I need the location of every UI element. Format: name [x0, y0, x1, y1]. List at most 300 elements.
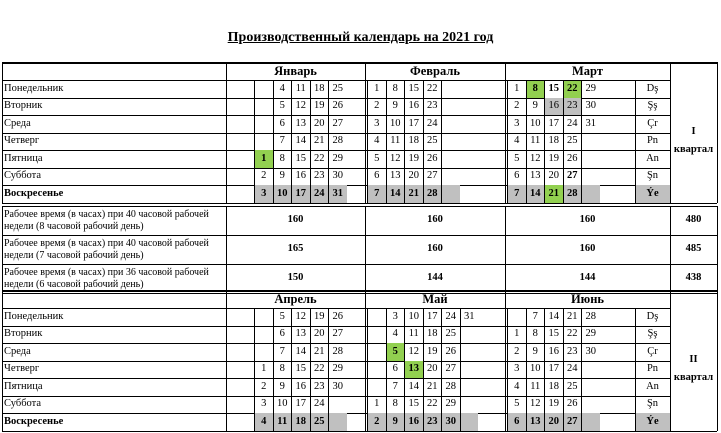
- day-cell: 4: [367, 133, 386, 151]
- grid-line: [635, 80, 636, 203]
- day-cell: 20: [544, 413, 563, 431]
- day-cell: 19: [310, 308, 329, 326]
- day-cell: 9: [526, 343, 545, 361]
- day-cell: 27: [328, 326, 347, 344]
- day-cell: [254, 98, 273, 116]
- weekday-abbr: Şş: [647, 100, 658, 111]
- day-cell: 11: [291, 80, 310, 98]
- grid-line: [505, 206, 506, 293]
- day-cell: 28: [441, 378, 460, 396]
- day-cell: 7: [367, 185, 386, 203]
- day-cell: 3: [254, 185, 273, 203]
- weekday-abbr: An: [646, 380, 659, 392]
- day-cell: 5: [507, 396, 526, 414]
- grid-line: [226, 206, 227, 293]
- day-cell: 13: [291, 115, 310, 133]
- day-cell: [367, 378, 386, 396]
- day-cell: 16: [291, 378, 310, 396]
- day-cell: 15: [404, 396, 423, 414]
- day-cell: 7: [273, 133, 292, 151]
- day-cell: 12: [404, 343, 423, 361]
- day-cell: 5: [273, 308, 292, 326]
- day-cell: 14: [544, 308, 563, 326]
- day-cell: 14: [291, 343, 310, 361]
- month-name: Июнь: [570, 291, 605, 306]
- day-cell: 28: [563, 185, 582, 203]
- quarter-number: II: [689, 353, 698, 365]
- day-cell: 22: [563, 326, 582, 344]
- quarter-number: I: [691, 125, 696, 137]
- day-cell: 12: [291, 98, 310, 116]
- day-cell: 29: [441, 396, 460, 414]
- day-cell: 10: [404, 308, 423, 326]
- day-cell: 31: [328, 185, 347, 203]
- grid-line: [2, 80, 670, 81]
- weekday-abbr: Ýe: [635, 185, 670, 203]
- day-cell: 17: [291, 185, 310, 203]
- day-cell: 8: [386, 396, 405, 414]
- day-cell: 2: [254, 168, 273, 186]
- day-cell: [254, 80, 273, 98]
- day-cell: 25: [328, 80, 347, 98]
- grid-line: [365, 290, 366, 431]
- day-cell: 3: [254, 396, 273, 414]
- grid-line: [2, 308, 670, 309]
- day-cell: 24: [310, 185, 329, 203]
- day-cell: [507, 308, 526, 326]
- quarter-label: [670, 308, 717, 431]
- day-cell: 21: [423, 378, 442, 396]
- day-cell: 31: [581, 115, 600, 133]
- day-cell: 7: [386, 378, 405, 396]
- day-cell: 15: [404, 80, 423, 98]
- day-cell: 22: [563, 80, 582, 98]
- day-cell: [460, 378, 479, 396]
- day-cell: 21: [310, 343, 329, 361]
- weekday-abbr: Şş: [647, 328, 658, 339]
- weekday-abbr: Şn: [646, 170, 659, 181]
- quarter-word: квартал: [673, 372, 714, 384]
- day-cell: 29: [581, 326, 600, 344]
- day-cell: 9: [526, 98, 545, 116]
- day-cell: 6: [507, 168, 526, 186]
- hours-value: 160: [579, 214, 596, 226]
- day-cell: 15: [544, 80, 563, 98]
- grid-line: [2, 62, 3, 203]
- weekday-abbr: Ýe: [635, 413, 670, 431]
- day-cell: [254, 326, 273, 344]
- day-cell: 20: [544, 168, 563, 186]
- day-cell: [581, 185, 600, 203]
- day-cell: 6: [273, 115, 292, 133]
- day-cell: 1: [367, 80, 386, 98]
- day-cell: 15: [544, 326, 563, 344]
- day-cell: [581, 378, 600, 396]
- day-cell: 9: [386, 413, 405, 431]
- day-cell: [460, 361, 479, 379]
- day-cell: 16: [404, 413, 423, 431]
- day-cell: 23: [310, 378, 329, 396]
- hours-value: 150: [287, 272, 304, 284]
- day-cell: 9: [273, 378, 292, 396]
- day-cell: 7: [273, 343, 292, 361]
- day-cell: 27: [441, 361, 460, 379]
- day-cell: [441, 150, 460, 168]
- day-cell: [441, 185, 460, 203]
- grid-line: [2, 203, 717, 204]
- day-cell: 30: [581, 343, 600, 361]
- day-cell: 11: [386, 133, 405, 151]
- hours-value: 160: [287, 214, 304, 226]
- weekday-abbr: Şn: [646, 398, 659, 409]
- day-cell: [441, 133, 460, 151]
- day-cell: 17: [544, 361, 563, 379]
- grid-line: [2, 431, 717, 432]
- day-cell: 1: [254, 361, 273, 379]
- weekday-abbr: Dş: [646, 82, 659, 94]
- day-cell: 17: [544, 115, 563, 133]
- day-cell: 23: [423, 98, 442, 116]
- day-cell: 1: [367, 396, 386, 414]
- day-cell: 20: [404, 168, 423, 186]
- day-cell: 11: [526, 133, 545, 151]
- day-cell: 20: [423, 361, 442, 379]
- day-cell: 13: [386, 168, 405, 186]
- day-cell: 24: [441, 308, 460, 326]
- day-cell: 14: [291, 133, 310, 151]
- grid-line: [226, 62, 227, 203]
- day-cell: 30: [328, 378, 347, 396]
- day-cell: 10: [526, 361, 545, 379]
- weekday-label: Суббота: [4, 398, 42, 409]
- day-cell: 19: [404, 150, 423, 168]
- hours-total: 480: [685, 214, 702, 226]
- day-cell: 17: [404, 115, 423, 133]
- day-cell: 7: [507, 185, 526, 203]
- month-name: Май: [422, 291, 448, 306]
- day-cell: 29: [328, 361, 347, 379]
- hours-value: 144: [579, 272, 596, 284]
- day-cell: 4: [386, 326, 405, 344]
- grid-line: [505, 62, 506, 203]
- day-cell: 6: [386, 361, 405, 379]
- day-cell: 23: [563, 98, 582, 116]
- day-cell: 1: [507, 326, 526, 344]
- day-cell: 27: [328, 115, 347, 133]
- day-cell: 22: [423, 80, 442, 98]
- weekday-label: Вторник: [4, 328, 43, 339]
- day-cell: [441, 80, 460, 98]
- day-cell: [254, 115, 273, 133]
- day-cell: 27: [423, 168, 442, 186]
- weekday-abbr: Çr: [647, 117, 658, 129]
- weekday-label: Воскресенье: [4, 415, 64, 427]
- grid-line: [2, 206, 3, 293]
- day-cell: [254, 133, 273, 151]
- month-name: Март: [572, 63, 603, 78]
- day-cell: [367, 308, 386, 326]
- day-cell: 18: [310, 80, 329, 98]
- day-cell: 2: [507, 98, 526, 116]
- day-cell: 28: [328, 133, 347, 151]
- grid-line: [2, 62, 717, 64]
- day-cell: 17: [291, 396, 310, 414]
- day-cell: 10: [526, 115, 545, 133]
- day-cell: 26: [423, 150, 442, 168]
- day-cell: 8: [273, 361, 292, 379]
- day-cell: [460, 396, 479, 414]
- grid-line: [635, 308, 636, 431]
- day-cell: 7: [526, 308, 545, 326]
- day-cell: 20: [310, 326, 329, 344]
- weekday-label: Воскресенье: [4, 187, 64, 199]
- day-cell: [367, 343, 386, 361]
- day-cell: 1: [507, 80, 526, 98]
- day-cell: 27: [563, 168, 582, 186]
- day-cell: [328, 413, 347, 431]
- day-cell: 19: [310, 98, 329, 116]
- day-cell: 13: [526, 413, 545, 431]
- day-cell: [367, 326, 386, 344]
- day-cell: [441, 168, 460, 186]
- day-cell: 5: [386, 343, 405, 361]
- weekday-abbr: An: [646, 152, 659, 164]
- weekday-label: Четверг: [4, 363, 40, 374]
- day-cell: 14: [404, 378, 423, 396]
- weekday-abbr: Pn: [646, 363, 659, 374]
- day-cell: 30: [581, 98, 600, 116]
- grid-line: [2, 235, 717, 236]
- day-cell: 26: [563, 396, 582, 414]
- weekday-abbr: Çr: [647, 345, 658, 357]
- grid-line: [2, 264, 717, 265]
- day-cell: 4: [507, 378, 526, 396]
- day-cell: 6: [367, 168, 386, 186]
- day-cell: 22: [310, 150, 329, 168]
- day-cell: 13: [404, 361, 423, 379]
- day-cell: [581, 361, 600, 379]
- grid-line: [717, 206, 718, 293]
- grid-line: [2, 290, 717, 292]
- day-cell: 5: [367, 150, 386, 168]
- day-cell: 3: [507, 115, 526, 133]
- grid-line: [365, 206, 366, 293]
- grid-line: [717, 290, 718, 431]
- day-cell: 23: [310, 168, 329, 186]
- day-cell: [328, 396, 347, 414]
- day-cell: 16: [291, 168, 310, 186]
- day-cell: 6: [273, 326, 292, 344]
- day-cell: 23: [563, 343, 582, 361]
- day-cell: 17: [423, 308, 442, 326]
- day-cell: 29: [328, 150, 347, 168]
- day-cell: 21: [310, 133, 329, 151]
- day-cell: 25: [563, 378, 582, 396]
- day-cell: [581, 150, 600, 168]
- day-cell: [460, 413, 479, 431]
- day-cell: 30: [328, 168, 347, 186]
- day-cell: [581, 396, 600, 414]
- day-cell: 27: [563, 413, 582, 431]
- day-cell: 2: [367, 98, 386, 116]
- day-cell: [581, 413, 600, 431]
- weekday-label: Среда: [4, 345, 31, 357]
- hours-value: 160: [427, 214, 443, 226]
- day-cell: 18: [423, 326, 442, 344]
- day-cell: 12: [386, 150, 405, 168]
- day-cell: [441, 98, 460, 116]
- day-cell: 3: [367, 115, 386, 133]
- day-cell: 8: [526, 80, 545, 98]
- hours-total: 438: [685, 272, 702, 284]
- hours-value: 160: [427, 243, 443, 255]
- day-cell: [581, 133, 600, 151]
- day-cell: 4: [273, 80, 292, 98]
- day-cell: 21: [404, 185, 423, 203]
- day-cell: 8: [526, 326, 545, 344]
- day-cell: 5: [507, 150, 526, 168]
- day-cell: 26: [563, 150, 582, 168]
- hours-value: 144: [427, 272, 443, 284]
- weekday-label: Понедельник: [4, 82, 64, 94]
- day-cell: 20: [310, 115, 329, 133]
- grid-line: [670, 206, 671, 293]
- day-cell: 24: [423, 115, 442, 133]
- day-cell: 26: [441, 343, 460, 361]
- day-cell: 22: [310, 361, 329, 379]
- day-cell: 31: [460, 308, 479, 326]
- day-cell: 29: [581, 80, 600, 98]
- day-cell: 21: [563, 308, 582, 326]
- weekday-label: Пятница: [4, 152, 43, 164]
- day-cell: 28: [328, 343, 347, 361]
- day-cell: 26: [328, 308, 347, 326]
- day-cell: 3: [386, 308, 405, 326]
- grid-line: [505, 290, 506, 431]
- day-cell: 26: [328, 98, 347, 116]
- day-cell: [441, 115, 460, 133]
- day-cell: 14: [386, 185, 405, 203]
- day-cell: 12: [291, 308, 310, 326]
- day-cell: 6: [507, 413, 526, 431]
- day-cell: 18: [404, 133, 423, 151]
- quarter-word: квартал: [673, 144, 714, 156]
- day-cell: 2: [507, 343, 526, 361]
- day-cell: 15: [291, 150, 310, 168]
- day-cell: 4: [507, 133, 526, 151]
- hours-label: Рабочее время (в часах) при 36 часовой рабочей недели (6 часовой рабочий день): [4, 266, 209, 290]
- day-cell: [460, 343, 479, 361]
- day-cell: [581, 168, 600, 186]
- grid-line: [226, 290, 227, 431]
- day-cell: 12: [526, 150, 545, 168]
- hours-value: 165: [287, 243, 304, 255]
- hours-total: 485: [685, 243, 702, 255]
- day-cell: [254, 343, 273, 361]
- hours-label: Рабочее время (в часах) при 40 часовой рабочей недели (7 часовой рабочий день): [4, 237, 209, 261]
- grid-line: [365, 62, 366, 203]
- day-cell: 25: [441, 326, 460, 344]
- weekday-label: Четверг: [4, 135, 40, 146]
- month-name: Апрель: [274, 291, 317, 306]
- day-cell: [254, 308, 273, 326]
- day-cell: 8: [273, 150, 292, 168]
- month-name: Февраль: [410, 63, 460, 78]
- day-cell: 22: [423, 396, 442, 414]
- day-cell: 23: [423, 413, 442, 431]
- day-cell: 9: [386, 98, 405, 116]
- weekday-label: Пятница: [4, 380, 43, 392]
- grid-line: [2, 290, 3, 431]
- day-cell: 11: [526, 378, 545, 396]
- day-cell: 25: [423, 133, 442, 151]
- day-cell: 12: [526, 396, 545, 414]
- day-cell: 25: [310, 413, 329, 431]
- day-cell: 15: [291, 361, 310, 379]
- day-cell: 18: [544, 378, 563, 396]
- day-cell: 8: [386, 80, 405, 98]
- day-cell: 19: [544, 396, 563, 414]
- day-cell: 16: [544, 98, 563, 116]
- weekday-abbr: Dş: [646, 310, 659, 322]
- day-cell: 9: [273, 168, 292, 186]
- day-cell: 24: [563, 361, 582, 379]
- day-cell: 16: [544, 343, 563, 361]
- day-cell: 2: [367, 413, 386, 431]
- grid-line: [2, 206, 717, 207]
- hours-value: 160: [579, 243, 596, 255]
- grid-line: [717, 62, 718, 203]
- weekday-label: Среда: [4, 117, 31, 129]
- page-title: Производственный календарь на 2021 год: [227, 30, 494, 45]
- weekday-label: Суббота: [4, 170, 42, 181]
- day-cell: 30: [441, 413, 460, 431]
- day-cell: 19: [423, 343, 442, 361]
- day-cell: 19: [544, 150, 563, 168]
- day-cell: 13: [526, 168, 545, 186]
- day-cell: 2: [254, 378, 273, 396]
- day-cell: [460, 326, 479, 344]
- hours-label: Рабочее время (в часах) при 40 часовой рабочей недели (8 часовой рабочий день): [4, 208, 209, 232]
- day-cell: 10: [273, 396, 292, 414]
- month-name: Январь: [274, 63, 317, 78]
- day-cell: 5: [273, 98, 292, 116]
- grid-line: [670, 290, 671, 431]
- day-cell: 13: [291, 326, 310, 344]
- day-cell: 4: [254, 413, 273, 431]
- day-cell: 25: [563, 133, 582, 151]
- day-cell: 11: [273, 413, 292, 431]
- day-cell: 28: [423, 185, 442, 203]
- day-cell: 11: [404, 326, 423, 344]
- day-cell: 16: [404, 98, 423, 116]
- day-cell: 10: [273, 185, 292, 203]
- day-cell: 3: [507, 361, 526, 379]
- grid-line: [670, 62, 671, 203]
- weekday-label: Понедельник: [4, 310, 64, 322]
- day-cell: 14: [526, 185, 545, 203]
- day-cell: 18: [291, 413, 310, 431]
- day-cell: 24: [563, 115, 582, 133]
- day-cell: 1: [254, 150, 273, 168]
- day-cell: 21: [544, 185, 563, 203]
- weekday-label: Вторник: [4, 100, 43, 111]
- day-cell: 28: [581, 308, 600, 326]
- day-cell: 24: [310, 396, 329, 414]
- day-cell: 18: [544, 133, 563, 151]
- day-cell: [367, 361, 386, 379]
- weekday-abbr: Pn: [646, 135, 659, 146]
